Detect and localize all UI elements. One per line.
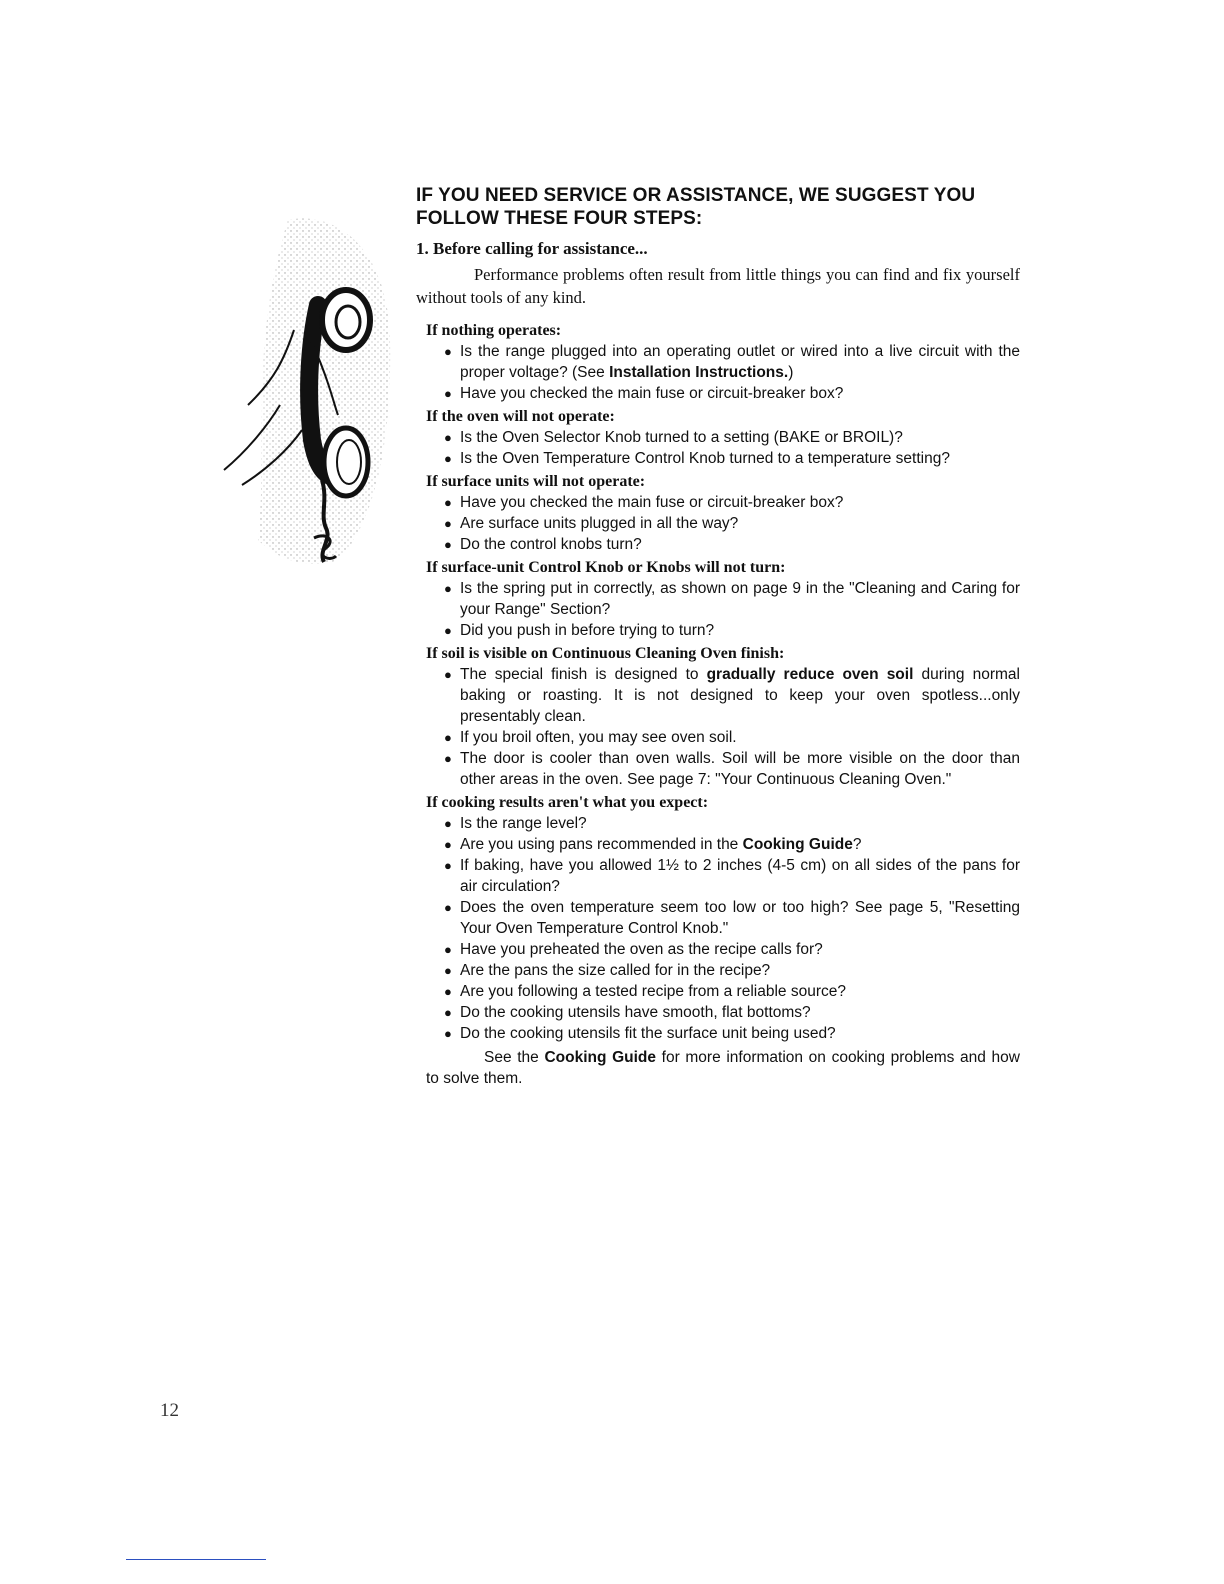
text-run: Is the range level? — [460, 815, 587, 832]
step-intro: Performance problems often result from little things you can find and fix yourself without tools of any kind. — [416, 265, 1020, 307]
troubleshooting-section — [426, 558, 1020, 641]
telephone-handset-illustration — [218, 200, 394, 576]
troubleshooting-sections — [416, 321, 1020, 1044]
bullet-icon: ● — [444, 386, 452, 401]
text-run: Are you using pans recommended in the — [460, 836, 743, 853]
text-run: Are you following a tested recipe from a reliable source? — [460, 983, 846, 1000]
bullet-icon: ● — [444, 816, 452, 831]
text-run: ? — [852, 836, 862, 853]
bullet-icon: ● — [444, 623, 452, 638]
text-run: If baking, have you allowed 1½ to 2 inches (4-5 cm) on all sides of the pans for air circulation? — [460, 857, 1020, 895]
troubleshooting-section — [426, 472, 1020, 555]
checklist-item — [444, 620, 1020, 641]
checklist — [426, 813, 1020, 1044]
text-run: Is the range plugged into an operating outlet or wired into a live circuit with the proper voltage? (See — [460, 343, 1020, 381]
bullet-icon: ● — [444, 581, 452, 596]
bullet-icon: ● — [444, 942, 452, 957]
text-run: Is the Oven Selector Knob turned to a setting (BAKE or BROIL)? — [460, 429, 903, 446]
checklist — [426, 427, 1020, 469]
checklist-item — [444, 341, 1020, 383]
text-run: Did you push in before trying to turn? — [460, 622, 715, 639]
section-heading: If surface-unit Control Knob or Knobs will not turn: — [426, 559, 786, 576]
checklist-item — [444, 727, 1020, 748]
checklist-item — [444, 1023, 1020, 1044]
bullet-icon: ● — [444, 537, 452, 552]
bullet-icon: ● — [444, 1026, 452, 1041]
text-run: Are the pans the size called for in the recipe? — [460, 962, 771, 979]
section-heading: If surface units will not operate: — [426, 473, 646, 490]
checklist-item — [444, 383, 1020, 404]
text-run: Do the cooking utensils fit the surface unit being used? — [460, 1025, 836, 1042]
bullet-icon: ● — [444, 900, 452, 915]
text-run: Do the control knobs turn? — [460, 536, 642, 553]
section-heading: If nothing operates: — [426, 322, 562, 339]
bullet-icon: ● — [444, 430, 452, 445]
troubleshooting-section — [426, 644, 1020, 790]
bullet-icon: ● — [444, 495, 452, 510]
step-title: 1. Before calling for assistance... — [416, 239, 648, 258]
text-run: Is the spring put in correctly, as shown on page 9 in the "Cleaning and Caring for your Range" Section? — [460, 580, 1020, 618]
bullet-icon: ● — [444, 516, 452, 531]
checklist-item — [444, 855, 1020, 897]
service-content — [416, 184, 1020, 1089]
section-heading: If the oven will not operate: — [426, 408, 615, 425]
checklist-item — [444, 578, 1020, 620]
bold-text: Cooking Guide — [742, 836, 853, 853]
bullet-icon: ● — [444, 984, 452, 999]
checklist — [426, 341, 1020, 404]
section-heading: If soil is visible on Continuous Cleaning Oven finish: — [426, 645, 785, 662]
text-run: for more information on cooking problems and how to solve them. — [426, 1049, 1020, 1087]
bold-text: Cooking Guide — [544, 1049, 656, 1066]
checklist-item — [444, 1002, 1020, 1023]
text-run: during normal baking or roasting. It is not designed to keep your oven spotless...only presentably clean. — [460, 666, 1020, 725]
text-run: Are surface units plugged in all the way? — [460, 515, 739, 532]
bullet-icon: ● — [444, 963, 452, 978]
text-run: Have you checked the main fuse or circuit-breaker box? — [460, 385, 844, 402]
bullet-icon: ● — [444, 1005, 452, 1020]
text-run: Do the cooking utensils have smooth, flat bottoms? — [460, 1004, 811, 1021]
closing-note — [426, 1047, 1020, 1089]
checklist-item — [444, 664, 1020, 727]
checklist-item — [444, 748, 1020, 790]
checklist — [426, 664, 1020, 790]
checklist-item — [444, 534, 1020, 555]
bullet-icon: ● — [444, 858, 452, 873]
checklist-item — [444, 813, 1020, 834]
text-run: Have you checked the main fuse or circuit-breaker box? — [460, 494, 844, 511]
checklist-item — [444, 834, 1020, 855]
checklist-item — [444, 448, 1020, 469]
checklist-item — [444, 939, 1020, 960]
text-run: Does the oven temperature seem too low or too high? See page 5, "Resetting Your Oven Temperature Control Knob." — [460, 899, 1020, 937]
page-title: IF YOU NEED SERVICE OR ASSISTANCE, WE SUGGEST YOU FOLLOW THESE FOUR STEPS: — [416, 185, 976, 229]
bullet-icon: ● — [444, 667, 452, 682]
text-run: If you broil often, you may see oven soil. — [460, 729, 737, 746]
text-run: The door is cooler than oven walls. Soil will be more visible on the door than other areas in the oven. See page 7: "Your Continuous Cleaning Oven." — [460, 750, 1020, 788]
text-run: Is the Oven Temperature Control Knob turned to a temperature setting? — [460, 450, 950, 467]
section-heading: If cooking results aren't what you expect: — [426, 794, 709, 811]
page-number: 12 — [160, 1400, 179, 1421]
checklist-item — [444, 513, 1020, 534]
bold-text: gradually reduce oven soil — [706, 666, 914, 683]
troubleshooting-section — [426, 407, 1020, 469]
checklist-item — [444, 492, 1020, 513]
checklist — [426, 578, 1020, 641]
checklist-item — [444, 981, 1020, 1002]
bullet-icon: ● — [444, 451, 452, 466]
checklist-item — [444, 960, 1020, 981]
troubleshooting-section — [426, 793, 1020, 1044]
bullet-icon: ● — [444, 751, 452, 766]
text-run: ) — [788, 364, 794, 381]
bold-text: Installation Instructions. — [609, 364, 789, 381]
bullet-icon: ● — [444, 730, 452, 745]
text-run: The special finish is designed to — [460, 666, 707, 683]
bullet-icon: ● — [444, 344, 452, 359]
troubleshooting-section — [426, 321, 1020, 404]
checklist — [426, 492, 1020, 555]
text-run: Have you preheated the oven as the recipe calls for? — [460, 941, 823, 958]
text-run: See the — [484, 1049, 545, 1066]
footnote-rule — [126, 1559, 266, 1560]
telephone-handset-in-hand-icon — [218, 200, 394, 576]
bullet-icon: ● — [444, 837, 452, 852]
checklist-item — [444, 427, 1020, 448]
checklist-item — [444, 897, 1020, 939]
